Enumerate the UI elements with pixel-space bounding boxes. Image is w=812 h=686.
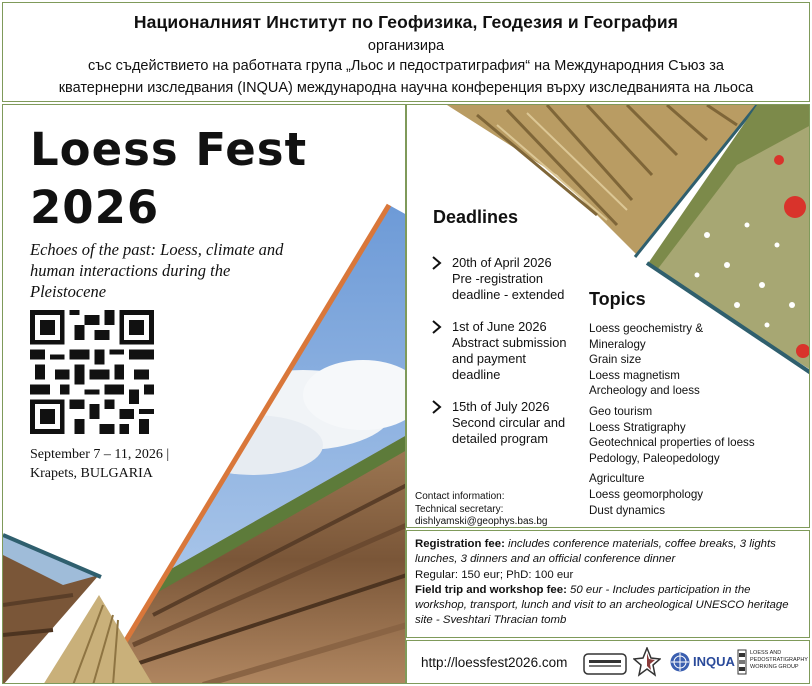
deadline-1-date: 20th of April 2026 bbox=[452, 255, 552, 270]
event-dates bbox=[30, 445, 200, 483]
topic-item: Agriculture bbox=[589, 472, 645, 486]
contact-info bbox=[415, 491, 595, 528]
header-line-2: кватернерни изследвания (INQUA) международна научна конференция върху изследванията на льоса bbox=[58, 80, 754, 96]
field-trip-price: 50 eur bbox=[566, 583, 603, 596]
info-right-panel bbox=[406, 104, 810, 528]
deadline-3-line-3: detailed program bbox=[452, 431, 549, 446]
deadline-item-1 bbox=[431, 255, 581, 303]
title-line-1: Loess Fest bbox=[30, 123, 308, 176]
topic-item: Dust dynamics bbox=[589, 503, 666, 517]
deadlines-heading: Deadlines bbox=[433, 207, 519, 227]
deadline-item-2 bbox=[431, 319, 581, 383]
topic-item: Loess magnetism bbox=[589, 368, 680, 382]
topic-item: Pedology, Paleopedology bbox=[589, 451, 720, 465]
contact-role: Technical secretary: bbox=[415, 503, 504, 515]
working-group-logo bbox=[737, 649, 747, 675]
topic-item: Geotechnical properties of loess bbox=[589, 436, 755, 450]
footer-bar bbox=[406, 640, 810, 684]
inqua-label: INQUA bbox=[693, 654, 735, 669]
working-group-text: LOESS AND PEDOSTRATIGRAPHY WORKING GROUP bbox=[750, 650, 808, 670]
inqua-globe-icon bbox=[669, 651, 691, 673]
institute-name: Националният Институт по Геофизика, Геодезия и География bbox=[133, 12, 679, 32]
dates-line-1: September 7 – 11, 2026 | bbox=[30, 447, 170, 462]
qr-code-icon[interactable] bbox=[30, 310, 154, 434]
deadline-2-line-4: deadline bbox=[452, 367, 501, 382]
registration-fee-text: includes conference materials, coffee breaks, 3 lights lunches, 3 dinners and an official conference dinner bbox=[415, 538, 776, 566]
fees-box bbox=[406, 530, 810, 638]
website-link[interactable]: http://loessfest2026.com bbox=[421, 655, 568, 670]
deadline-1-line-3: deadline - extended bbox=[452, 287, 565, 302]
organizes-text: организира bbox=[367, 38, 445, 54]
poster-subtitle: Echoes of the past: Loess, climate and human interactions during the Pleistocene bbox=[30, 240, 284, 301]
chevron-right-icon bbox=[431, 319, 443, 335]
topic-item: Mineralogy bbox=[589, 337, 646, 351]
deadline-3-line-2: Second circular and bbox=[452, 415, 566, 430]
topic-item: Geo tourism bbox=[589, 404, 653, 418]
header-line-1: със съдействието на работната група „Льос и педостратиграфия“ на Международния Съюз за bbox=[88, 58, 724, 74]
chevron-right-icon bbox=[431, 255, 443, 271]
topic-item: Grain size bbox=[589, 353, 642, 367]
topics-heading: Topics bbox=[589, 289, 646, 309]
fee-prices: Regular: 150 eur; PhD: 100 eur bbox=[415, 568, 574, 581]
deadline-1-line-2: Pre -registration bbox=[452, 271, 544, 286]
deadline-2-line-3: and payment bbox=[452, 351, 526, 366]
star-logo bbox=[633, 647, 661, 677]
registration-fee-label: Registration fee: bbox=[415, 538, 505, 550]
contact-label: Contact information: bbox=[415, 491, 505, 502]
field-trip-text: - Includes participation in the workshop, transport, lunch and visit to an archeological UNESCO heritage site - Sveshtari Thracian tomb bbox=[415, 583, 789, 627]
topic-item: Loess Stratigraphy bbox=[589, 420, 686, 434]
topic-item: Archeology and loess bbox=[589, 384, 700, 398]
topics-list bbox=[589, 321, 789, 518]
poster-title bbox=[30, 121, 307, 237]
topic-item: Loess geochemistry & bbox=[589, 322, 704, 335]
field-trip-fee-label: Field trip and workshop fee: bbox=[415, 583, 567, 596]
header-banner bbox=[2, 2, 810, 102]
chevron-right-icon bbox=[431, 399, 443, 415]
deadline-3-date: 15th of July 2026 bbox=[452, 399, 550, 414]
deadline-item-3 bbox=[431, 399, 581, 447]
deadline-2-date: 1st of June 2026 bbox=[452, 319, 547, 334]
contact-email-link[interactable]: dishlyamski@geophys.bas.bg bbox=[415, 516, 548, 528]
topic-item: Loess geomorphology bbox=[589, 487, 704, 501]
deadline-2-line-2: Abstract submission bbox=[452, 335, 567, 350]
poster-left-panel bbox=[2, 104, 406, 684]
dates-line-2: Krapets, BULGARIA bbox=[30, 466, 153, 481]
institute-logo bbox=[583, 653, 627, 675]
title-line-2: 2026 bbox=[30, 181, 160, 234]
